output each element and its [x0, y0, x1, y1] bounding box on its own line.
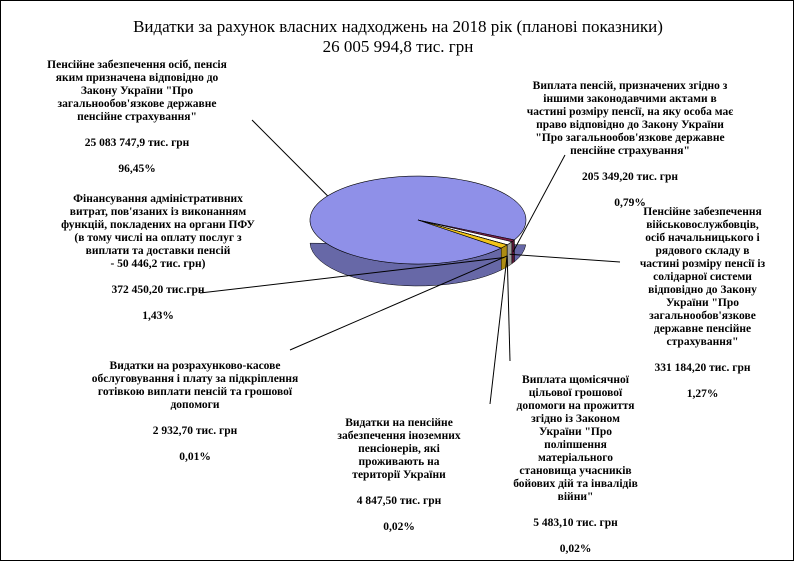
slice-label-6: Фінансування адміністративних витрат, пов'язаних із виконанням функцій, покладених на органи ПФУ (в тому числі на оплату послуг з виплати та доставки пенсій - 50 446,2 тис. грн) 372 450,20 тис.грн 1,43%	[61, 193, 255, 322]
pie-slice-side-1	[512, 240, 515, 264]
pie-slice-0	[310, 176, 526, 264]
slice-label-3: Виплата щомісячної цільової грошової допомоги на прожиття згідно із Законом України "Про поліпшення матеріального становища учасників бойових дій та інвалідів війни" 5 483,10 тис. грн 0,02%	[513, 374, 638, 555]
slice-label-4: Видатки на пенсійне забезпечення іноземних пенсіонерів, які проживають на території України 4 847,50 тис. грн 0,02%	[337, 417, 461, 533]
slice-label-0: Пенсійне забезпечення осіб, пенсія яким призначена відповідно до Закону України "Про загальнообов'язкове державне пенсійне страхування" 25 083 747,9 тис. грн 96,45%	[47, 59, 227, 175]
slice-label-2: Пенсійне забезпечення військовослужбовців, осіб начальницького і рядового складу в частині розміру пенсії із солідарної системи відповідно до Закону України "Про загальнообов'язкове державне пенсійне страхування" 331 184,20 тис. грн 1,27%	[639, 206, 766, 400]
slice-label-5: Видатки на розрахунково-касове обслуговування і плату за підкріплення готівкою виплати пенсій та грошової допомоги 2 932,70 тис. грн 0,01%	[91, 360, 299, 463]
chart-subtitle: 26 005 994,8 тис. грн	[322, 37, 474, 56]
chart-title: Видатки за рахунок власних надходжень на 2018 рік (планові показники)	[133, 17, 663, 36]
leader-line-3	[507, 256, 510, 361]
leader-line-2	[510, 254, 620, 262]
slice-label-1: Виплата пенсій, призначених згідно з іншими законодавчими актами в частині розміру пенсії, на яку особа має право відповідно до Закону України "Про загальнообов'язкове державне пенсійне страхування" 205 349,20 тис. грн 0,79%	[526, 80, 734, 209]
